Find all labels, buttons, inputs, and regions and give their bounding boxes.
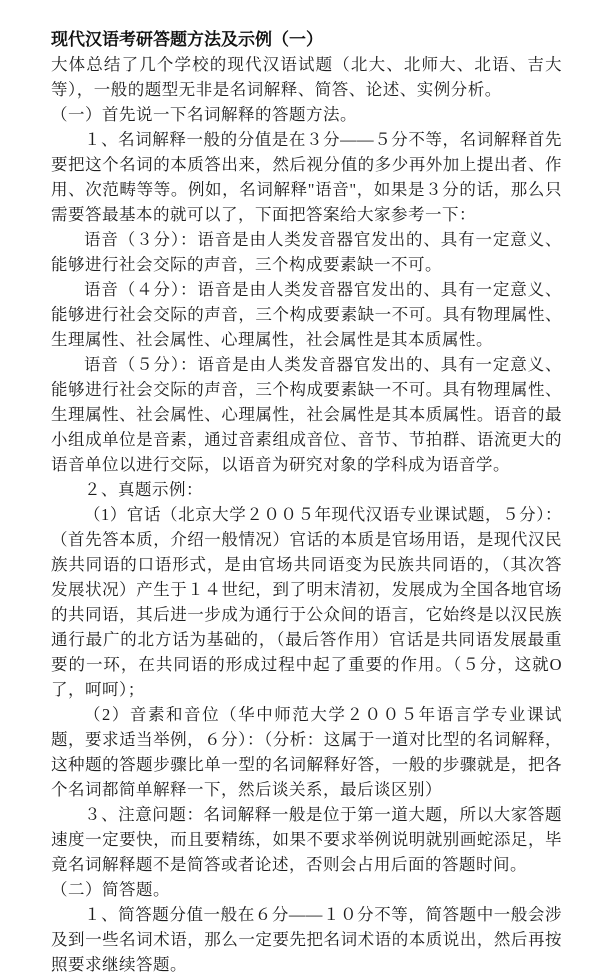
paragraph-yuyin-4fen: 语音（４分）：语音是由人类发音器官发出的、具有一定意义、能够进行社会交际的声音，三个构成要素缺一不可。具有物理属性、生理属性、社会属性、心理属性，社会属性是其本质属性。 bbox=[51, 280, 562, 349]
paragraph-intro: 大体总结了几个学校的现代汉语试题（北大、北师大、北语、吉大等），一般的题型无非是名词解释、简答、论述、实例分析。 bbox=[51, 55, 562, 99]
paragraph-yuyin-3fen: 语音（３分）：语音是由人类发音器官发出的、具有一定意义、能够进行社会交际的声音，三个构成要素缺一不可。 bbox=[51, 230, 562, 274]
paragraph-section-2-item-1: １、简答题分值一般在６分——１０分不等，简答题中一般会涉及到一些名词术语，那么一定要先把名词术语的本质说出，然后再按照要求继续答题。 bbox=[51, 905, 562, 974]
paragraph-item-1: １、名词解释一般的分值是在３分——５分不等，名词解释首先要把这个名词的本质答出来，然后视分值的多少再外加上提出者、作用、次范畴等等。例如，名词解释"语音"，如果是３分的话，那么只需要答最基本的就可以了，下面把答案给大家参考一下： bbox=[51, 130, 562, 224]
paragraph-item-3: ３、注意问题：名词解释一般是位于第一道大题，所以大家答题速度一定要快，而且要精练，如果不要求举例说明就别画蛇添足，毕竟名词解释题不是简答或者论述，否则会占用后面的答题时间。 bbox=[51, 805, 562, 874]
paragraph-item-2: ２、真题示例： bbox=[84, 480, 203, 499]
paragraph-example-1: （1）官话（北京大学２００５年现代汉语专业课试题，５分）：（首先答本质，介绍一般情况）官话的本质是官场用语，是现代汉民族共同语的口语形式，是由官场共同语变为民族共同语的，（其次答发展状况）产生于１４世纪，到了明末清初，发展成为全国各地官场的共同语，其后进一步成为通行于公众间的语言，它始终是以汉民族通行最广的北方话为基础的，（最后答作用）官话是共同语发展最重要的一环，在共同语的形成过程中起了重要的作用。（５分，这就O了，呵呵）； bbox=[51, 505, 562, 699]
paragraph-yuyin-5fen: 语音（５分）：语音是由人类发音器官发出的、具有一定意义、能够进行社会交际的声音，三个构成要素缺一不可。具有物理属性、生理属性、社会属性、心理属性，社会属性是其本质属性。语音的最小组成单位是音素，通过音素组成音位、音节、节拍群、语流更大的语音单位以进行交际，以语音为研究对象的学科成为语音学。 bbox=[51, 355, 562, 474]
paragraph-section-2-heading: （二）简答题。 bbox=[51, 880, 170, 899]
document-title: 现代汉语考研答题方法及示例（一） bbox=[51, 30, 323, 49]
paragraph-example-2: （2）音素和音位（华中师范大学２００５年语言学专业课试题，要求适当举例，６分）：（分析：这属于一道对比型的名词解释，这种题的答题步骤比单一型的名词解释好答，一般的步骤就是，把各个名词都简单解释一下，然后谈关系，最后谈区别） bbox=[51, 705, 562, 799]
paragraph-section-1-heading: （一）首先说一下名词解释的答题方法。 bbox=[51, 105, 357, 124]
